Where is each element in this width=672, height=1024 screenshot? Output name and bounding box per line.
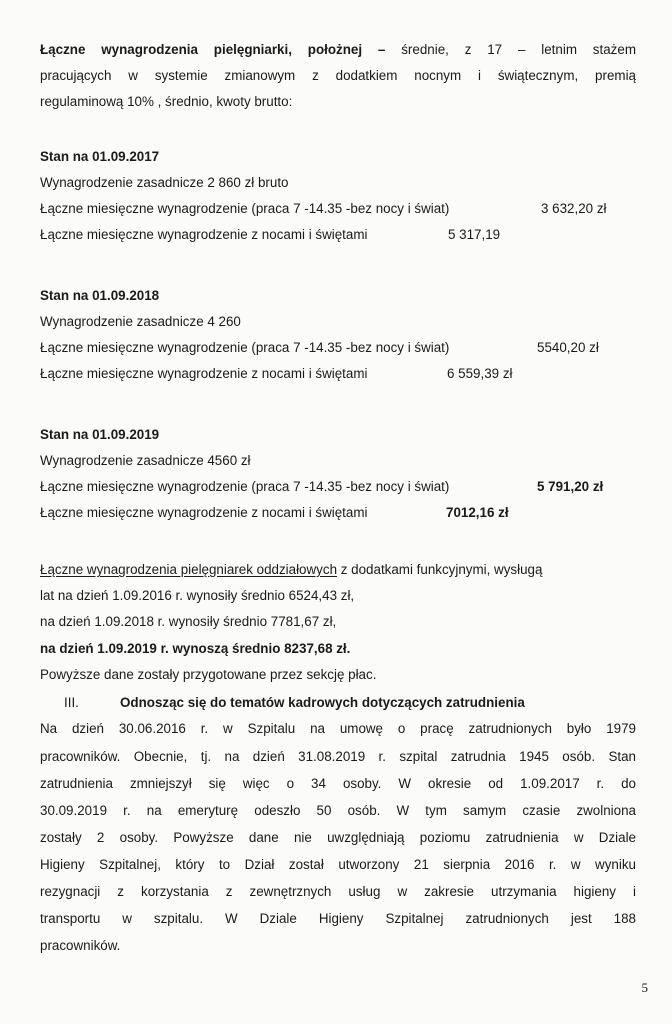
period-2018-monthly	[40, 339, 449, 357]
ward-nurses-line-1-rest: z dodatkami funkcyjnymi, wysługą	[337, 562, 543, 577]
period-2019-nights	[40, 504, 367, 522]
page-number: 5	[641, 980, 648, 995]
period-2018-nights-label: Łączne miesięczne wynagrodzenie z nocami i świętami	[40, 366, 368, 381]
period-2017-monthly-label: Łączne miesięczne wynagrodzenie (praca 7 -14.35 -bez nocy i świat)	[40, 201, 450, 216]
period-2019-title: Stan na 01.09.2019	[40, 427, 160, 442]
period-2019-nights-value: 7012,16 zł	[446, 505, 509, 520]
section-3-line-6: Higieny Szpitalnej, który to Dział został utworzony 21 sierpnia 2016 r. w wyniku	[40, 857, 636, 872]
intro-line-1	[40, 41, 636, 59]
period-2019-monthly	[40, 478, 449, 496]
period-2017-monthly-value: 3 632,20 zł	[541, 201, 607, 216]
period-2017-nights-label: Łączne miesięczne wynagrodzenie z nocami i świętami	[40, 227, 368, 242]
period-2018-title: Stan na 01.09.2018	[40, 288, 160, 303]
section-3-line-2: pracowników. Obecnie, tj. na dzień 31.08.2019 r. szpital zatrudnia 1945 osób. Stan	[40, 749, 636, 764]
period-2017-nights-value: 5 317,19	[448, 227, 501, 242]
ward-nurses-line-5: Powyższe dane zostały przygotowane przez sekcję płac.	[40, 667, 377, 682]
ward-nurses-heading: Łączne wynagrodzenia pielęgniarek oddziałowych	[40, 562, 338, 577]
section-3-line-8: transportu w szpitalu. W Dziale Higieny Szpitalnej zatrudnionych jest 188	[40, 911, 636, 926]
ward-nurses-line-1	[40, 561, 542, 579]
period-2017-title: Stan na 01.09.2017	[40, 149, 160, 164]
period-2019-monthly-value: 5 791,20 zł	[537, 479, 604, 494]
section-3-line-3: zatrudnienia zmniejszył się więc o 34 osoby. W okresie od 1.09.2017 r. do	[40, 776, 636, 791]
period-2017-monthly	[40, 200, 449, 218]
period-2018-nights-value: 6 559,39 zł	[447, 366, 513, 381]
period-2018-nights	[40, 365, 367, 383]
ward-nurses-line-3: na dzień 1.09.2018 r. wynosiły średnio 7781,67 zł,	[40, 614, 337, 629]
period-2018-monthly-label: Łączne miesięczne wynagrodzenie (praca 7 -14.35 -bez nocy i świat)	[40, 340, 450, 355]
section-3-heading: Odnosząc się do tematów kadrowych dotyczących zatrudnienia	[120, 695, 525, 710]
period-2018-monthly-value: 5540,20 zł	[537, 340, 599, 355]
intro-line-2: pracujących w systemie zmianowym z dodatkiem nocnym i świątecznym, premią	[40, 68, 636, 83]
period-2019-base: Wynagrodzenie zasadnicze 4560 zł	[40, 453, 251, 468]
intro-line-3: regulaminową 10% , średnio, kwoty brutto:	[40, 94, 293, 109]
section-3-line-5: zostały 2 osoby. Powyższe dane nie uwzględniają poziomu zatrudnienia w Dziale	[40, 830, 636, 845]
ward-nurses-line-4: na dzień 1.09.2019 r. wynoszą średnio 8237,68 zł.	[40, 641, 351, 656]
intro-line-1-rest: średnie, z 17 – letnim stażem	[401, 42, 636, 57]
period-2017-nights	[40, 226, 367, 244]
period-2017-base: Wynagrodzenie zasadnicze 2 860 zł bruto	[40, 175, 289, 190]
period-2019-monthly-label: Łączne miesięczne wynagrodzenie (praca 7 -14.35 -bez nocy i świat)	[40, 479, 450, 494]
section-3-line-4: 30.09.2019 r. na emeryturę odeszło 50 osób. W tym samym czasie zwolniona	[40, 803, 636, 818]
ward-nurses-line-2: lat na dzień 1.09.2016 r. wynosiły średnio 6524,43 zł,	[40, 588, 355, 603]
intro-heading: Łączne wynagrodzenia pielęgniarki, położnej –	[40, 42, 386, 57]
section-3-number: III.	[64, 695, 79, 710]
period-2019-nights-label: Łączne miesięczne wynagrodzenie z nocami i świętami	[40, 505, 368, 520]
section-3-line-9: pracowników.	[40, 938, 121, 953]
section-3-line-1: Na dzień 30.06.2016 r. w Szpitalu na umowę o pracę zatrudnionych było 1979	[40, 721, 636, 736]
section-3-line-7: rezygnacji z korzystania z zewnętrznych usług w zakresie utrzymania higieny i	[40, 884, 636, 899]
period-2018-base: Wynagrodzenie zasadnicze 4 260	[40, 314, 241, 329]
